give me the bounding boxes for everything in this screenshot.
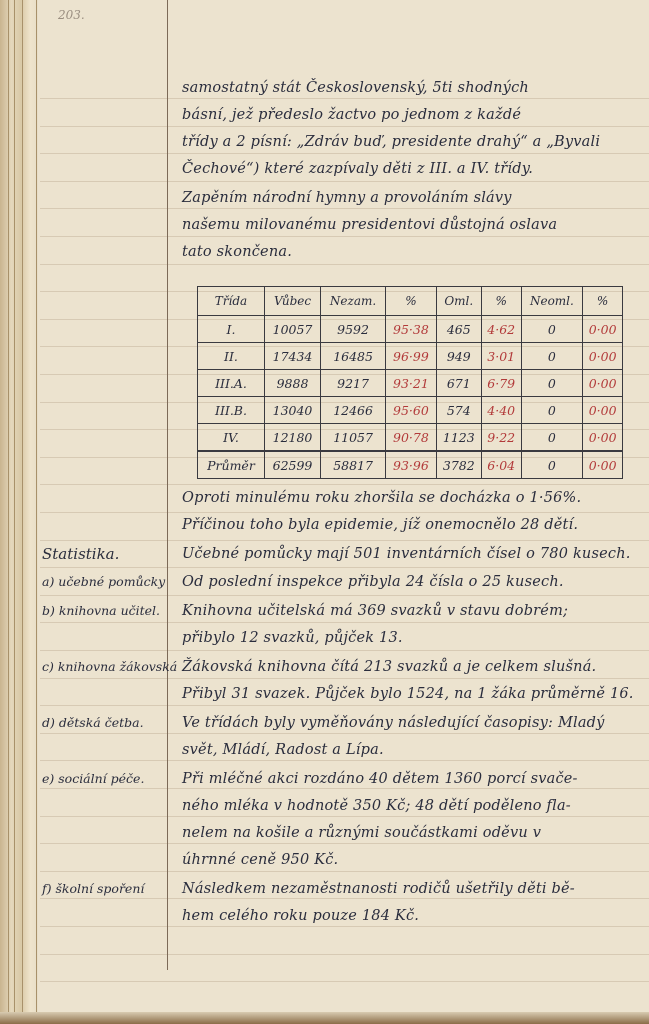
table-row-average [198,451,623,479]
table-cell: 0·00 [583,451,623,479]
ruled-line [40,678,649,679]
margin-label: f) školní spoření [42,881,145,896]
ruled-line [40,981,649,982]
table-cell: 95·60 [386,397,437,424]
table-row [198,316,623,343]
table-cell: 0 [521,397,583,424]
table-cell: 95·38 [386,316,437,343]
text-line: našemu milovanému presidentovi důstojná oslava [182,217,558,233]
text-line: Ve třídách byly vyměňovány následující časopisy: Mladý [182,715,605,731]
table-cell: 16485 [321,343,386,370]
ruled-line [40,926,649,927]
table-cell: 0·00 [583,316,623,343]
ruled-line [40,816,649,817]
header-cell: % [583,287,623,316]
header-cell: Oml. [436,287,481,316]
text-line: Při mléčné akci rozdáno 40 dětem 1360 porcí svače- [182,771,578,787]
table-cell: 9592 [321,316,386,343]
table-cell: 10057 [264,316,320,343]
ruled-line [40,236,649,237]
text-line: samostatný stát Československý, 5ti shodných [182,80,529,96]
table-cell: 62599 [264,451,320,479]
table-cell: 949 [436,343,481,370]
table-cell: 9888 [264,370,320,397]
table-cell: 465 [436,316,481,343]
table-header-row [198,287,623,316]
margin-label: b) knihovna učitel. [42,603,161,618]
ruled-line [40,954,649,955]
text-line: Čechové“) které zazpívaly děti z III. a IV. třídy. [182,161,534,177]
table-cell: 3782 [436,451,481,479]
ruled-line [40,898,649,899]
table-cell: 90·78 [386,424,437,452]
text-line: Příčinou toho byla epidemie, jíž onemocnělo 28 dětí. [182,517,579,533]
table-cell: 0·00 [583,397,623,424]
table-cell: Průměr [198,451,265,479]
table-cell: I. [198,316,265,343]
margin-label: c) knihovna žákovská [42,659,178,674]
margin-line [167,0,168,970]
table-cell: II. [198,343,265,370]
header-cell: Vůbec [264,287,320,316]
table-cell: 58817 [321,451,386,479]
ruled-line [40,871,649,872]
text-line: básní, jež předeslo žactvo po jednom z každé [182,107,522,123]
ruled-line [40,512,649,513]
ruled-line [40,760,649,761]
margin-label: d) dětská četba. [42,715,144,730]
ruled-line [40,622,649,623]
attendance-table [197,286,623,479]
margin-label: a) učebné pomůcky [42,574,166,589]
ruled-line [40,264,649,265]
text-line: Knihovna učitelská má 369 svazků v stavu dobrém; [182,603,569,619]
ruled-line [40,153,649,154]
header-cell: Nezam. [321,287,386,316]
ruled-line [40,98,649,99]
binding-edge [14,0,15,1024]
header-cell: % [481,287,521,316]
ruled-line [40,788,649,789]
table-cell: 12466 [321,397,386,424]
table-cell: 0 [521,424,583,452]
text-line: Učebné pomůcky mají 501 inventárních čísel o 780 kusech. [182,546,631,562]
table-cell: 13040 [264,397,320,424]
table-cell: 11057 [321,424,386,452]
table-cell: 9217 [321,370,386,397]
table-row [198,370,623,397]
page-number: 203. [58,8,85,22]
text-line: svět, Mládí, Radost a Lípa. [182,742,384,758]
table-cell: III.A. [198,370,265,397]
table-cell: 0 [521,370,583,397]
table-cell: 93·96 [386,451,437,479]
text-line: třídy a 2 písní: „Zdráv buď, presidente drahý“ a „Byvali [182,134,601,150]
table-cell: 0·00 [583,343,623,370]
text-line: přibylo 12 svazků, půjček 13. [182,630,403,646]
table-cell: 3·01 [481,343,521,370]
ruled-line [40,567,649,568]
text-line: Žákovská knihovna čítá 213 svazků a je celkem slušná. [182,659,597,675]
text-line: nelem na košile a různými součástkami oděvu v [182,825,542,841]
table-cell: 6·79 [481,370,521,397]
margin-label: e) sociální péče. [42,771,145,786]
table-cell: 12180 [264,424,320,452]
binding-edge [8,0,9,1024]
table-cell: 574 [436,397,481,424]
text-line: Přibyl 31 svazek. Půjček bylo 1524, na 1 žáka průměrně 16. [182,686,634,702]
table-cell: 671 [436,370,481,397]
ruled-line [40,595,649,596]
ruled-line [40,650,649,651]
binding-edge [22,0,23,1024]
book-binding [0,0,38,1024]
table-cell: 1123 [436,424,481,452]
header-cell: Neoml. [521,287,583,316]
table-cell: 0 [521,343,583,370]
table-cell: III.B. [198,397,265,424]
table-row [198,424,623,452]
table-cell: 4·40 [481,397,521,424]
ruled-line [40,705,649,706]
ruled-line [40,181,649,182]
ruled-line [40,484,649,485]
table-cell: 9·22 [481,424,521,452]
table-cell: 0·00 [583,370,623,397]
ruled-line [40,843,649,844]
text-line: ného mléka v hodnotě 350 Kč; 48 dětí poděleno fla- [182,798,571,814]
table-cell: 6·04 [481,451,521,479]
ruled-line [40,540,649,541]
binding-edge [36,0,37,1024]
text-line: úhrnné ceně 950 Kč. [182,852,339,868]
table-cell: 96·99 [386,343,437,370]
table-cell: IV. [198,424,265,452]
text-line: Oproti minulému roku zhoršila se docházka o 1·56%. [182,490,582,506]
table-cell: 0 [521,451,583,479]
table-cell: 0 [521,316,583,343]
table-row [198,343,623,370]
table-cell: 4·62 [481,316,521,343]
ruled-line [40,126,649,127]
table-row [198,397,623,424]
header-cell: Třída [198,287,265,316]
text-line: Od poslední inspekce přibyla 24 čísla o 25 kusech. [182,574,564,590]
margin-heading: Statistika. [42,545,120,563]
table-cell: 17434 [264,343,320,370]
ruled-line [40,733,649,734]
ruled-line [40,208,649,209]
text-line: Zapěním národní hymny a provoláním slávy [182,190,512,206]
table-cell: 0·00 [583,424,623,452]
text-line: hem celého roku pouze 184 Kč. [182,908,420,924]
page-bottom-edge [0,1012,649,1024]
text-line: Následkem nezaměstnanosti rodičů ušetřily děti bě- [182,881,575,897]
text-line: tato skončena. [182,244,293,260]
header-cell: % [386,287,437,316]
table-cell: 93·21 [386,370,437,397]
